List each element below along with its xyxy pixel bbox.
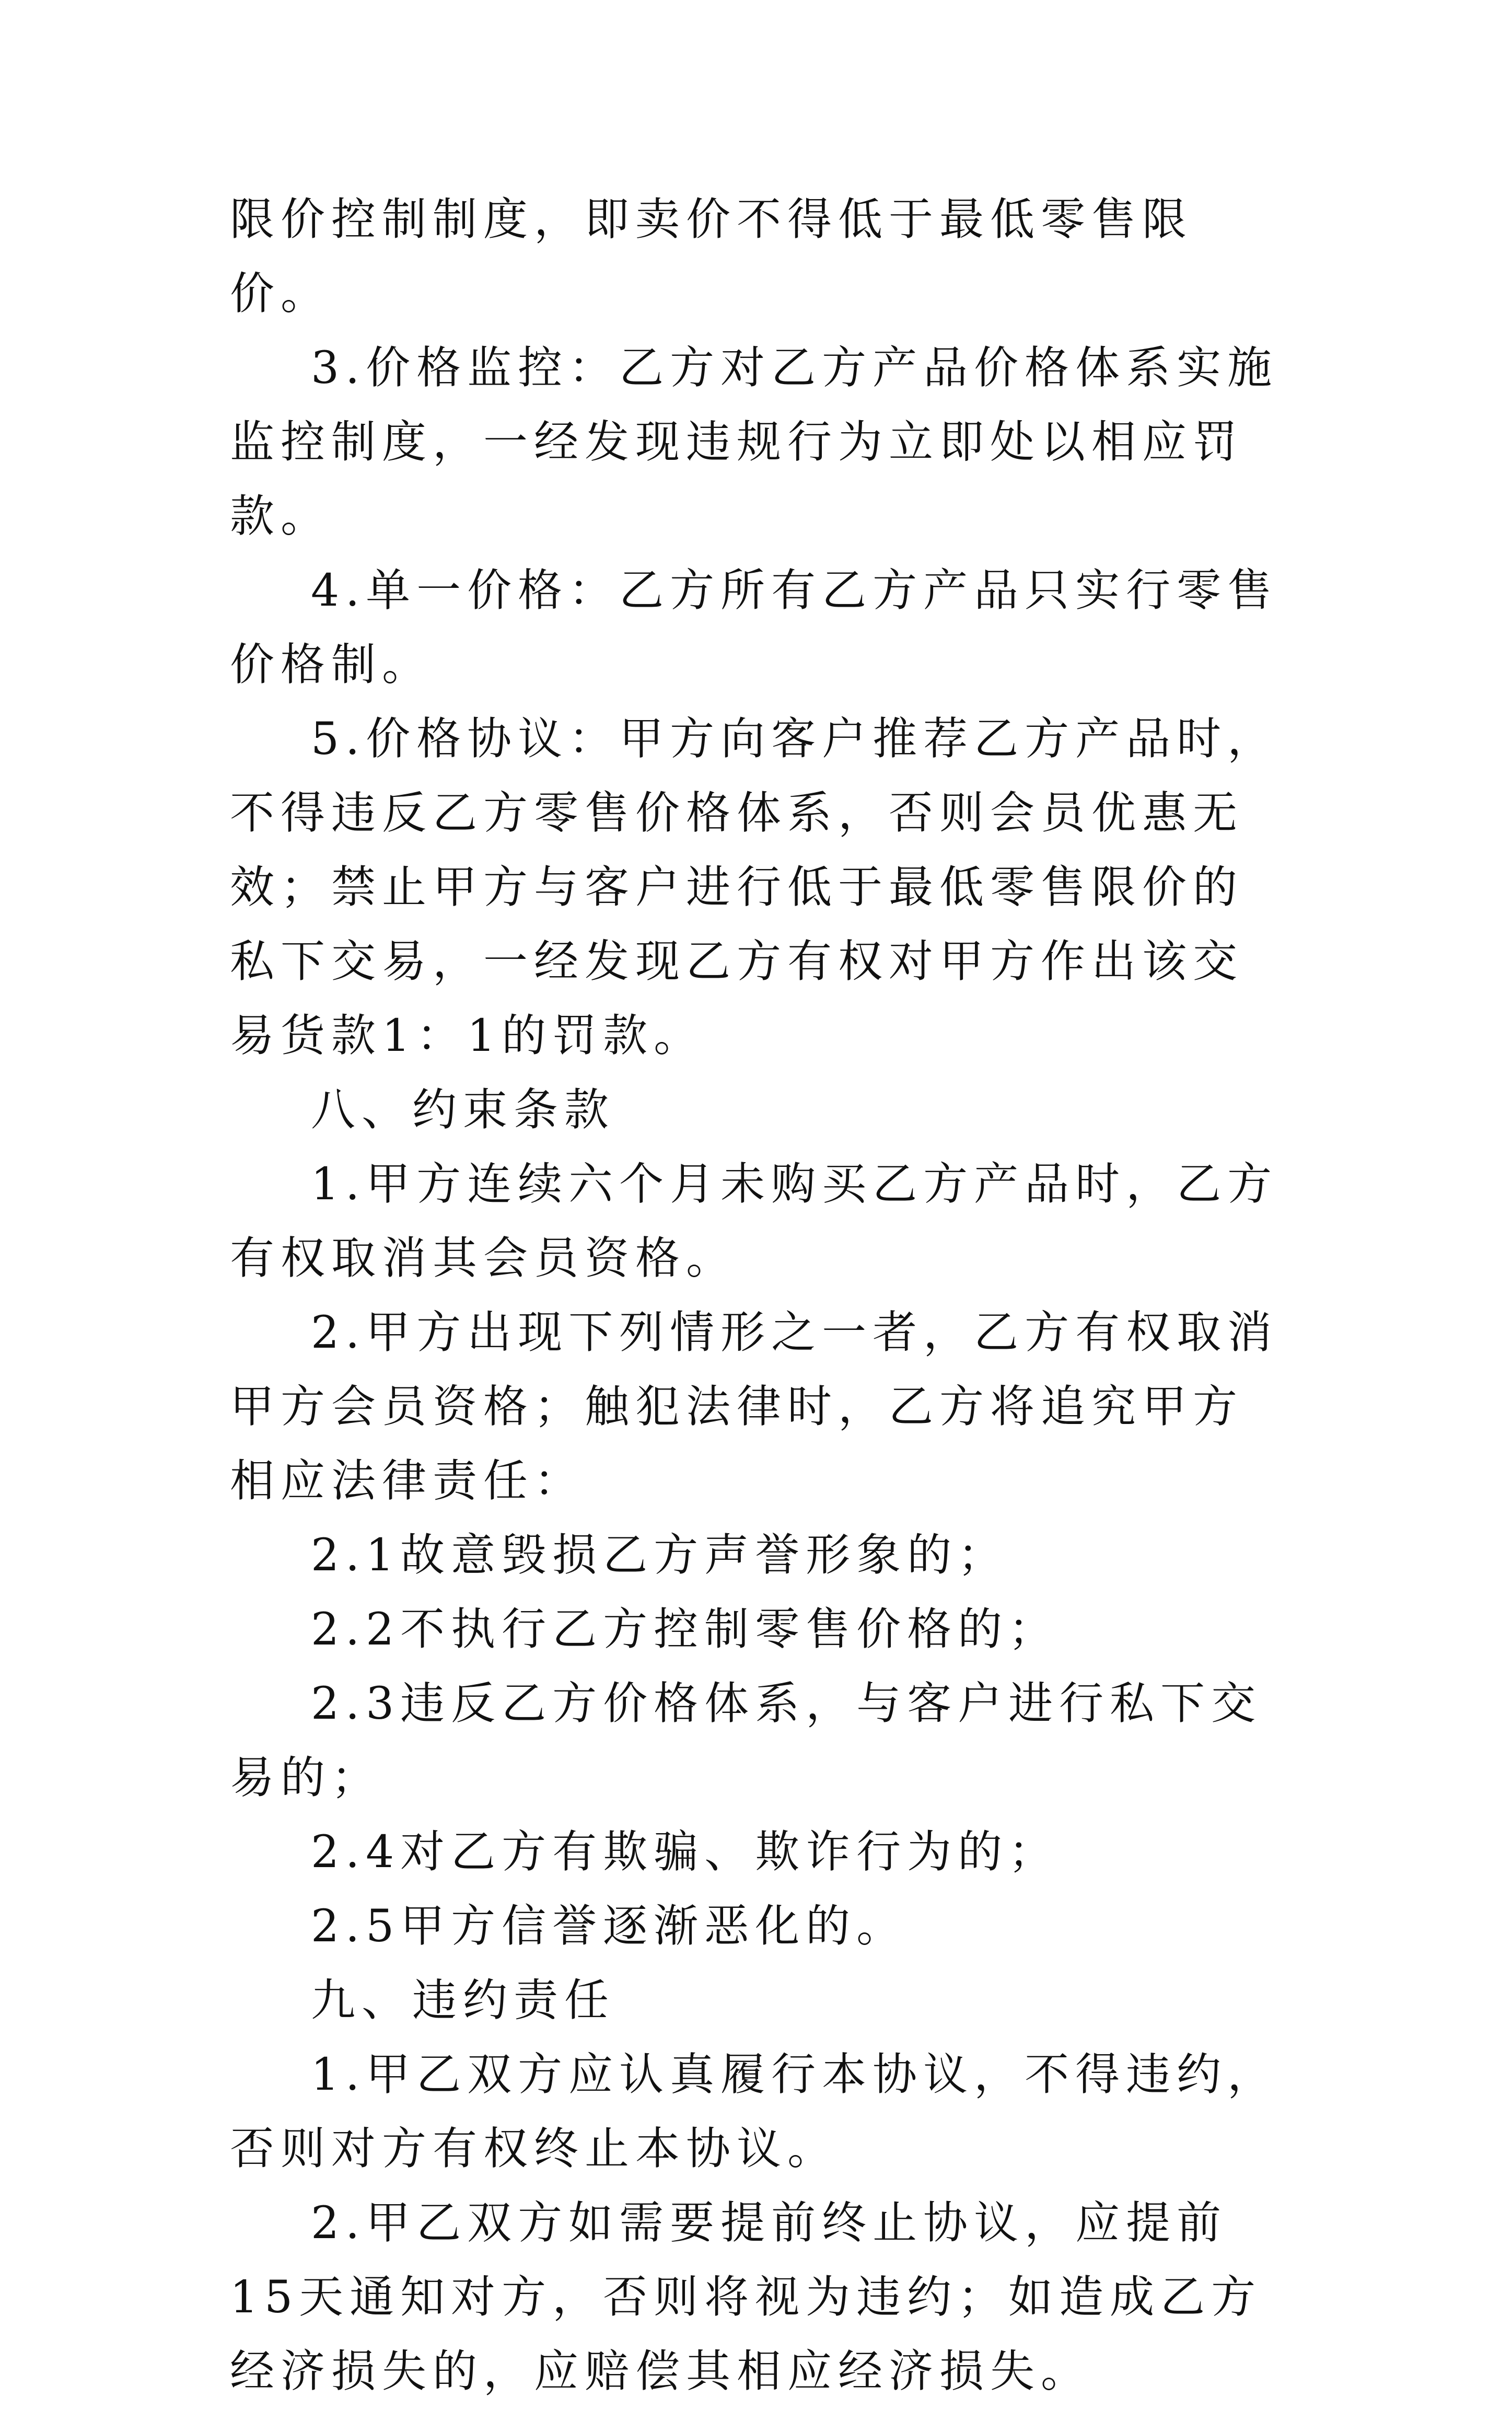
paragraph-price-monitoring: 3.价格监控：乙方对乙方产品价格体系实施监控制度，一经发现违规行为立即处以相应罚款。: [230, 342, 1278, 542]
list-item-2-5: 2.5甲方信誉逐渐恶化的。: [311, 1901, 908, 1952]
paragraph-price-agreement: 5.价格协议：甲方向客户推荐乙方产品时，不得违反乙方零售价格体系，否则会员优惠无效；禁止甲方与客户进行低于最低零售限价的私下交易，一经发现乙方有权对甲方作出该交易货款1：1的罚款。: [230, 713, 1278, 1062]
document-body: [230, 183, 1290, 2409]
paragraph-constraint-2: 2.甲方出现下列情形之一者，乙方有权取消甲方会员资格；触犯法律时，乙方将追究甲方相应法律责任：: [230, 1307, 1278, 1507]
paragraph-price-limit-continuation: 限价控制制度，即卖价不得低于最低零售限价。: [230, 194, 1193, 320]
section-heading-constraints: 八、约束条款: [311, 1084, 615, 1136]
paragraph-single-price: 4.单一价格：乙方所有乙方产品只实行零售价格制。: [230, 565, 1278, 691]
list-item-2-2: 2.2不执行乙方控制零售价格的；: [311, 1604, 1060, 1655]
paragraph-constraint-1: 1.甲方连续六个月未购买乙方产品时，乙方有权取消其会员资格。: [230, 1159, 1278, 1284]
list-item-2-4: 2.4对乙方有欺骗、欺诈行为的；: [311, 1826, 1060, 1878]
list-item-2-1: 2.1故意毁损乙方声誉形象的；: [311, 1530, 1009, 1581]
list-item-2-3: 2.3违反乙方价格体系，与客户进行私下交易的；: [230, 1678, 1262, 1804]
paragraph-liability-1: 1.甲乙双方应认真履行本协议，不得违约，否则对方有权终止本协议。: [230, 2049, 1278, 2175]
paragraph-liability-2: 2.甲乙双方如需要提前终止协议，应提前15天通知对方，否则将视为违约；如造成乙方经济损失的，应赔偿其相应经济损失。: [230, 2197, 1262, 2398]
section-heading-breach-liability: 九、违约责任: [311, 1975, 615, 2026]
